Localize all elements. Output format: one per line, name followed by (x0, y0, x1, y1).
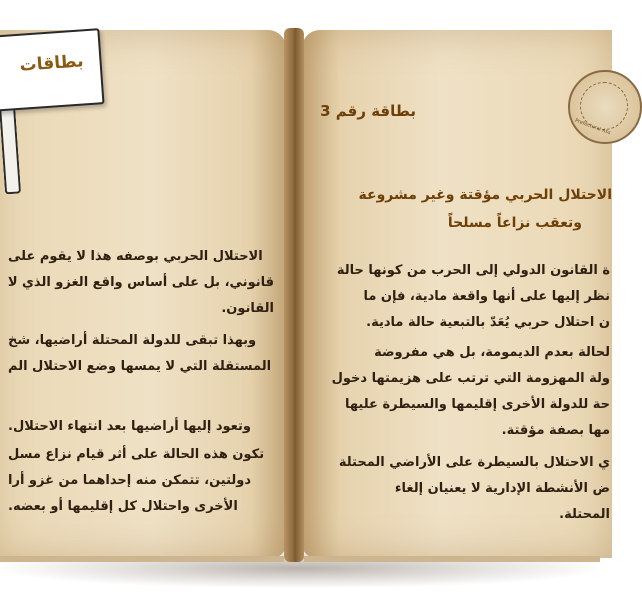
right-body-line: ن احتلال حربي يُعَدّ بالتبعية حالة مادية. (366, 315, 610, 330)
heading-line-2: وتعقب نزاعاً مسلحاً (447, 215, 582, 231)
cards-sign-label: بطاقات (19, 51, 85, 76)
logo-text: Prefectural Ass (574, 117, 612, 137)
right-body-line: المحتلة. (559, 507, 610, 522)
right-body-line: مها بصفة مؤقتة. (501, 423, 610, 438)
heading-line-1: الاحتلال الحربي مؤقتة وغير مشروعة (358, 187, 612, 203)
right-body-line: ولة المهزومة التي ترتب على هزيمتها دخول (331, 371, 610, 386)
left-body-line: قانوني، بل على أساس واقع الغزو الذي لا (7, 275, 274, 290)
right-body-line: ي الاحتلال بالسيطرة على الأراضي المحتلة (338, 455, 610, 470)
left-body-line: المستقلة التي لا يمسها وضع الاحتلال الم (8, 359, 272, 374)
left-body-line: دولتين، تتمكن منه إحداهما من غزو أرا (8, 473, 252, 488)
right-body-line: لحالة بعدم الديمومة، بل هي مفروضة (374, 345, 610, 360)
association-logo-icon (568, 70, 642, 144)
left-body-line: وبهذا تبقى للدولة المحتلة أراضيها، شخ (8, 333, 257, 348)
right-body-line: حة للدولة الأخرى إقليمها والسيطرة عليها (344, 397, 610, 412)
left-body-line: الاحتلال الحربي بوصفه هذا لا يقوم على (8, 249, 263, 264)
right-body-line: ض الأنشطة الإدارية لا يعنيان إلغاء (394, 481, 610, 496)
left-page-edge (0, 556, 284, 562)
left-body-line: الأخرى واحتلال كل إقليمها أو بعضه. (8, 499, 238, 514)
right-body-line: نظر إليها على أنها واقعة مادية، فإن ما (363, 289, 610, 304)
book-spine (284, 28, 304, 562)
left-body-line: تكون هذه الحالة على أثر قيام نزاع مسل (8, 447, 265, 462)
left-body-line: القانون. (221, 301, 274, 316)
left-body-line: وتعود إليها أراضيها بعد انتهاء الاحتلال. (8, 419, 251, 434)
right-page-edge (304, 556, 600, 562)
cards-sign (0, 28, 105, 112)
right-body-line: ة القانون الدولي إلى الحرب من كونها حالة (336, 263, 610, 278)
card-title: بطاقة رقم 3 (320, 102, 416, 120)
